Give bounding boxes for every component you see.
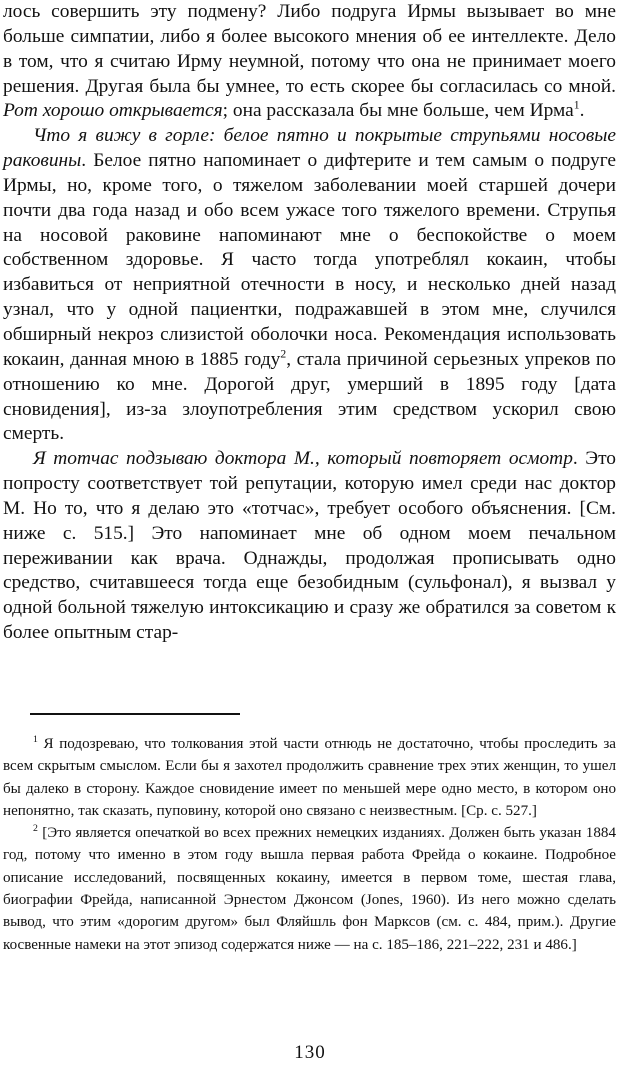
footnotes [3, 733, 616, 956]
paragraph-3-italic-quote: Я тотчас подзываю доктора М., который повторяет осмотр [33, 448, 573, 470]
paragraph-3 [3, 447, 616, 646]
paragraph-2-text-b: , стала причиной серьезных упреков по отношению ко мне. Дорогой друг, умерший в 1895 году [дата сновидения], из-за злоупотребления этим средством ускорил свою смерть. [3, 348, 616, 445]
paragraph-3-text-a: . Это попросту соответствует той репутации, которую имел среди нас доктор М. Но то, что я делаю это «тотчас», требует особого объяснения. [См. ниже с. 515.] Это напоминает мне об одном моем печальном переживании как врача. Однажды, продолжая прописывать одно средство, считавшееся тогда еще безобидным (сульфонал), я вызвал у одной больной тяжелую интоксикацию и сразу же обратился за советом к более опытным стар- [3, 448, 616, 644]
paragraph-1-text-a: лось совершить эту подмену? Либо подруга Ирмы вызывает во мне больше симпатии, либо я более высокого мнения об ее интеллекте. Дело в том, что я считаю Ирму неумной, потому что она не принимает моего решения. Другая была бы умнее, то есть скорее бы согласилась со мной. [3, 1, 616, 97]
footnote-1 [3, 733, 616, 822]
paragraph-2-text-a: . Белое пятно напоминает о дифтерите и тем самым о подруге Ирмы, но, кроме того, о тяжелом заболевании моей старшей дочери почти два года назад и обо всем ужасе того тяжелого времени. Струпья на носовой раковине напоминают мне о беспокойстве о моем собственном здоровье. Я часто тогда употреблял кокаин, чтобы избавиться от неприятной отечности в носу, и несколько дней назад узнал, что у одной пациентки, подражавшей в этом мне, случился обширный некроз слизистой оболочки носа. Рекомендация использовать кокаин, данная мною в 1885 году [3, 150, 616, 370]
main-text [3, 0, 616, 646]
paragraph-1-italic-quote: Рот хорошо открывается [3, 100, 223, 122]
footnote-separator [30, 713, 240, 715]
page-number: 130 [294, 1042, 326, 1063]
paragraph-1 [3, 0, 616, 124]
paragraph-1-text-c: . [579, 100, 585, 122]
paragraph-2 [3, 124, 616, 447]
footnote-2-mark: 2 [33, 823, 38, 835]
footnote-ref-2: 2 [280, 347, 287, 361]
paragraph-2-italic-quote: Что я вижу в горле: белое пятно и покрытые струпьями носовые раковины [3, 125, 616, 172]
footnote-2 [3, 822, 616, 956]
footnote-2-text: [Это является опечаткой во всех прежних немецких изданиях. Должен быть указан 1884 год, потому что именно в этом году вышла первая работа Фрейда о кокаине. Подробное описание исследований, посвященных кокаину, имеется в первом томе, шестая глава, биографии Фрейда, написанной Эрнестом Джонсом (Jones, 1960). Из него можно сделать вывод, что этим «дорогим другом» был Фляйшль фон Марксов (см. с. 484, прим.). Другие косвенные намеки на этот эпизод содержатся ниже — на с. 185–186, 221–222, 231 и 486.] [3, 825, 616, 953]
footnote-ref-1: 1 [573, 98, 580, 112]
footnote-1-mark: 1 [33, 733, 38, 745]
footnote-1-text: Я подозреваю, что толкования этой части отнюдь не достаточно, чтобы проследить за всем скрытым смыслом. Если бы я захотел продолжить сравнение трех этих женщин, то ушел бы далеко в сторону. Каждое сновидение имеет по меньшей мере одно место, в котором оно непонятно, так сказать, пуповину, которой оно связано с неизвестным. [Ср. с. 527.] [3, 736, 616, 819]
paragraph-1-text-b: ; она рассказала бы мне больше, чем Ирма [222, 100, 574, 122]
